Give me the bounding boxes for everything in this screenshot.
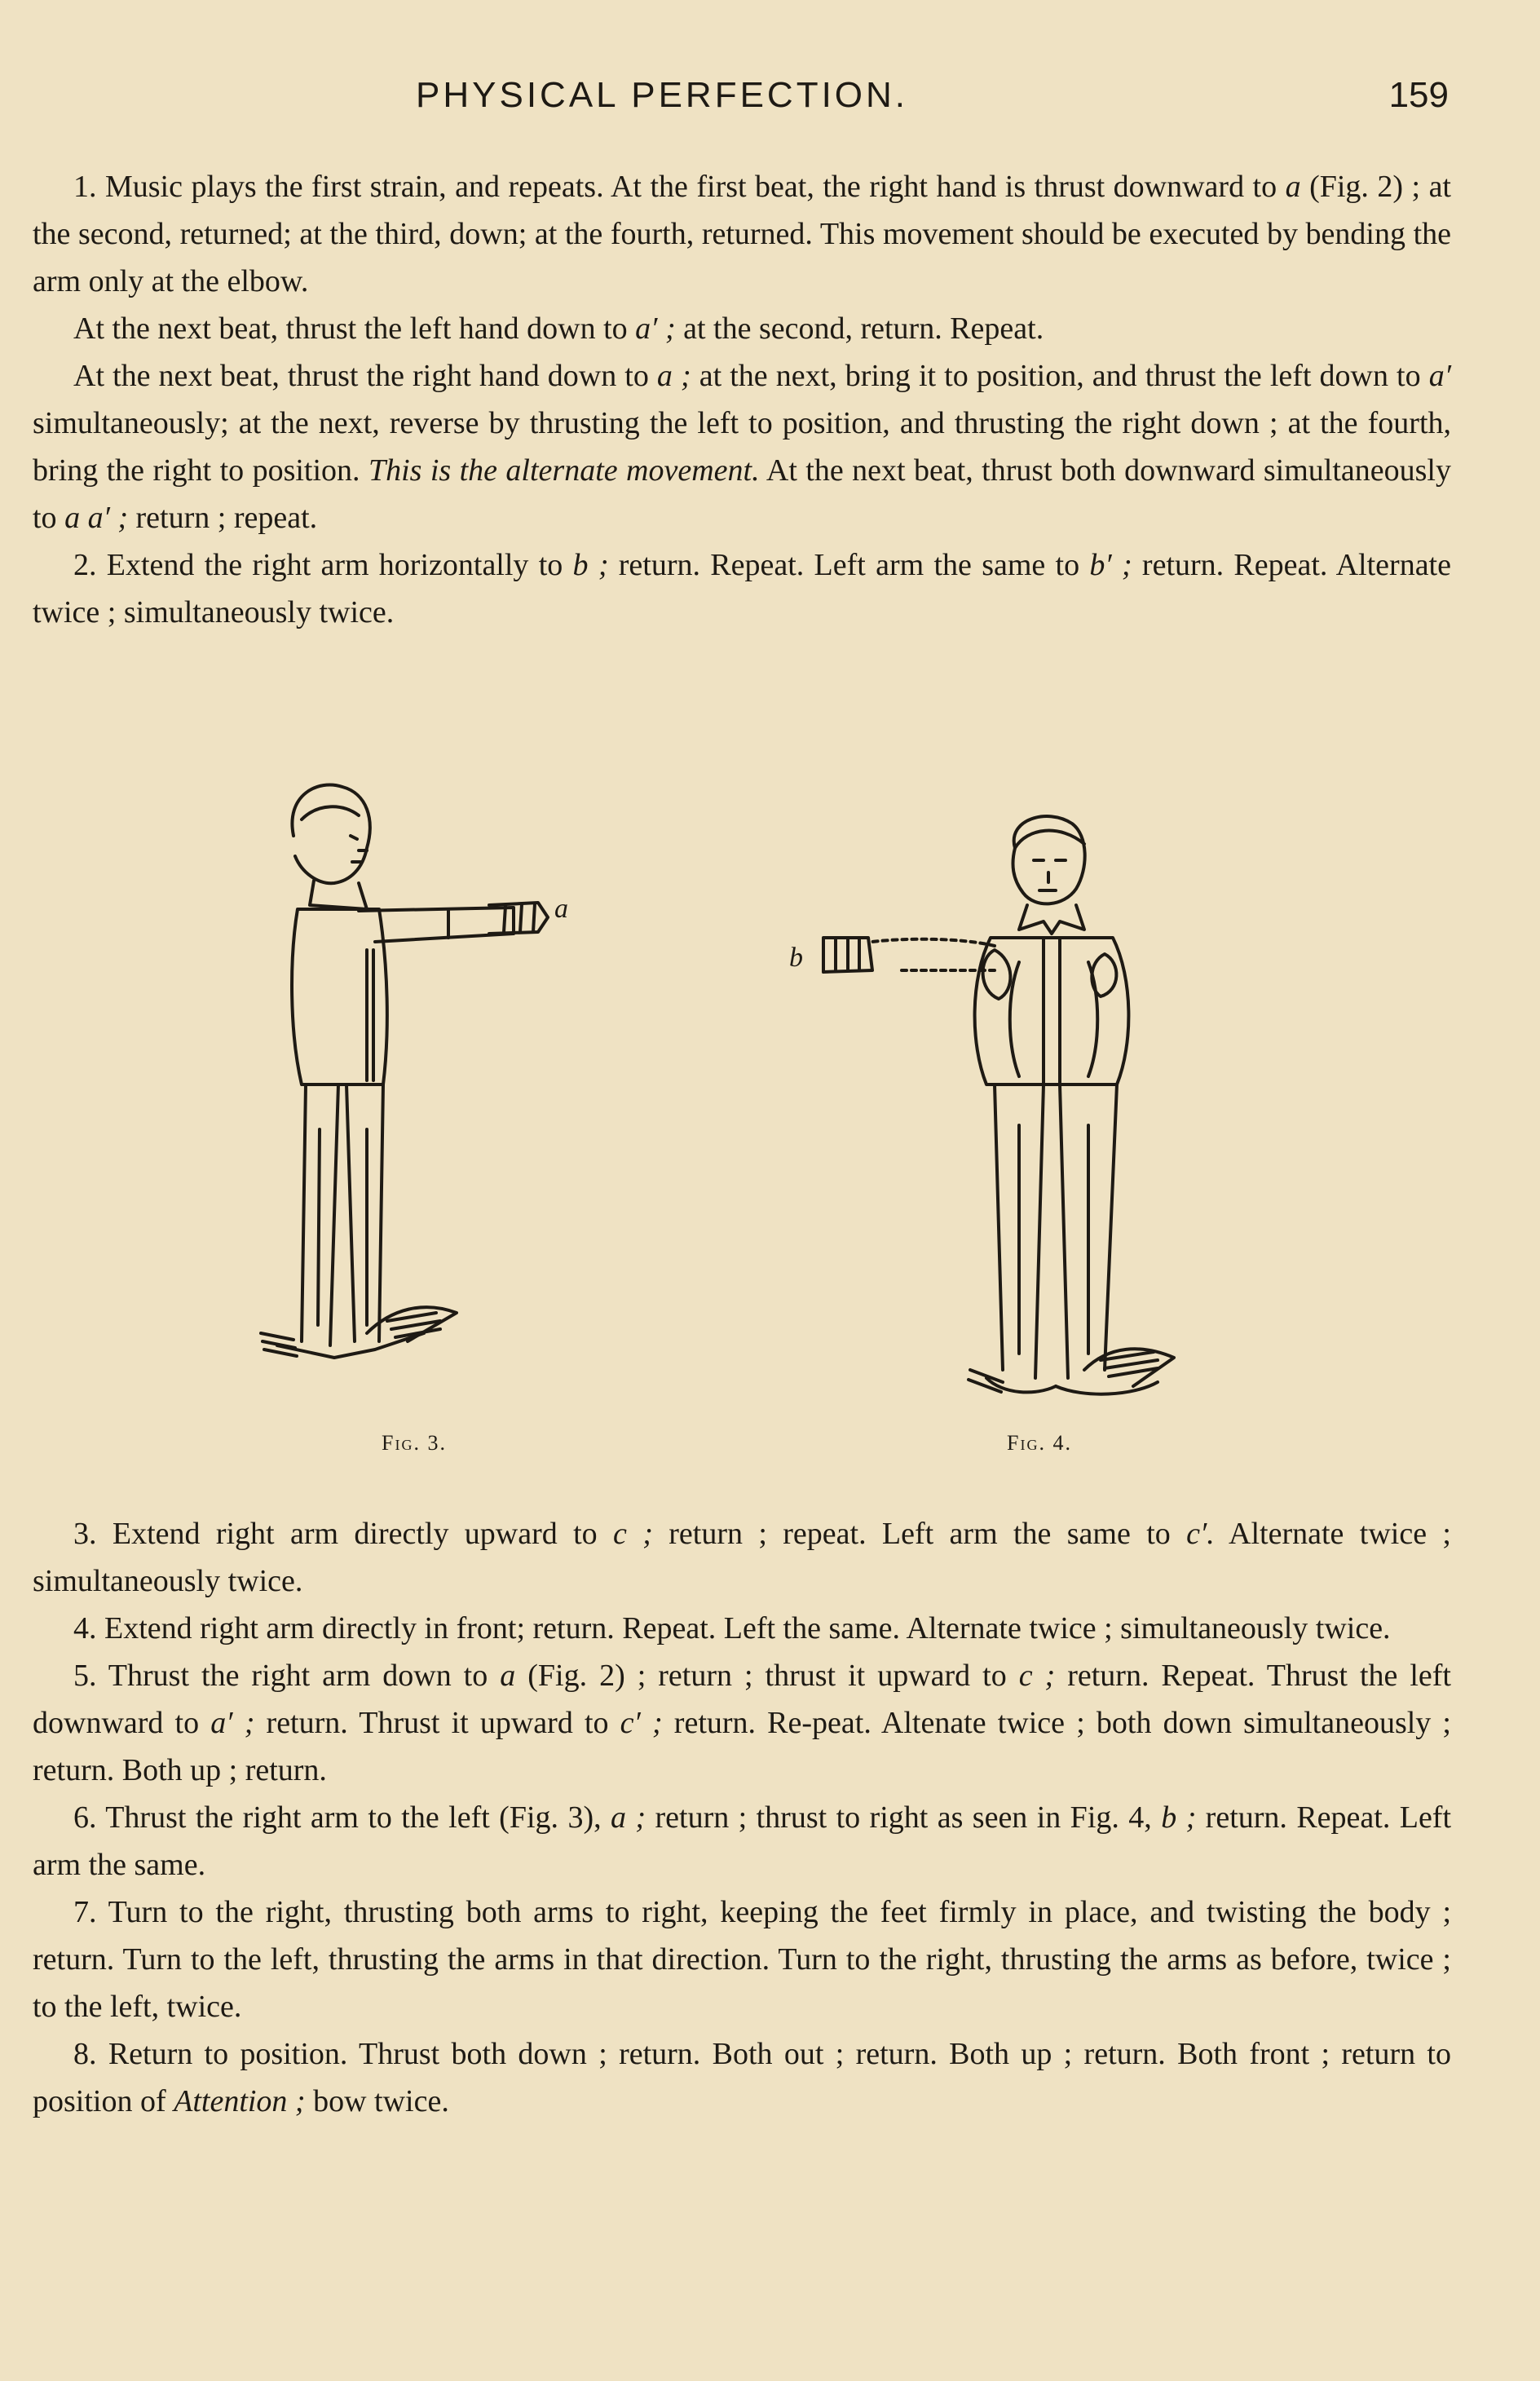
- italic-run: This is the alternate movement.: [368, 453, 760, 488]
- italic-run: b′ ;: [1089, 548, 1132, 582]
- text-run: simultaneously; at the next, reverse by thrusting the left to position, and thrusting the right down ; at the fourth, bring the right to position.: [33, 406, 1451, 488]
- running-title: PHYSICAL PERFECTION.: [416, 75, 909, 115]
- text-run: Alternate twice ; simultaneously twice.: [33, 1517, 1451, 1598]
- paragraph: [33, 1510, 1451, 1605]
- italic-run: c′.: [1186, 1517, 1215, 1551]
- italic-run: a: [1285, 170, 1301, 204]
- page-header: [0, 75, 1540, 124]
- text-run: 6. Thrust the right arm to the left (Fig. 3),: [73, 1800, 611, 1835]
- italic-run: a a′ ;: [64, 501, 129, 535]
- italic-run: a ;: [656, 359, 691, 393]
- text-run: (Fig. 2) ; at the second, returned; at the third, down; at the fourth, returned. This movement should be executed by bending the arm only at the elbow.: [33, 170, 1451, 298]
- text-run: 5. Thrust the right arm down to: [73, 1659, 501, 1693]
- italic-run: b ;: [572, 548, 609, 582]
- text-run: return. Thrust it upward to: [254, 1706, 620, 1740]
- text-run: bow twice.: [305, 2084, 449, 2118]
- text-run: return ; thrust to right as seen in Fig. 4,: [646, 1800, 1162, 1835]
- figure-3-caption: Fig. 3.: [382, 1431, 447, 1455]
- text-run: 4. Extend right arm directly in front; return. Repeat. Left the same. Alternate twice ; simultaneously twice.: [73, 1611, 1391, 1645]
- text-run: return. Re-peat. Altenate twice ; both down simultaneously ; return. Both up ; return.: [33, 1706, 1451, 1787]
- figure-4-caption: Fig. 4.: [1007, 1431, 1072, 1455]
- text-run: return ; repeat.: [128, 501, 318, 535]
- text-run: at the second, return. Repeat.: [675, 311, 1044, 346]
- text-run: return. Repeat. Alternate twice ; simultaneously twice.: [33, 548, 1451, 629]
- italic-run: c ;: [1018, 1659, 1056, 1693]
- italic-run: Attention ;: [174, 2084, 306, 2118]
- text-block-top: [33, 163, 1451, 636]
- figure-3-illustration: [245, 771, 603, 1398]
- italic-run: a ;: [611, 1800, 646, 1835]
- text-run: 3. Extend right arm directly upward to: [73, 1517, 614, 1551]
- figure-4-illustration: [774, 815, 1247, 1411]
- italic-run: a′ ;: [635, 311, 676, 346]
- paragraph: [33, 1652, 1451, 1794]
- text-run: 1. Music plays the first strain, and repeats. At the first beat, the right hand is thrust downward to: [73, 170, 1286, 204]
- paragraph: [33, 541, 1451, 636]
- paragraph: [33, 352, 1451, 541]
- paragraph: [33, 1888, 1451, 2030]
- italic-run: a′: [1428, 359, 1451, 393]
- figure-3-label-a: a: [554, 894, 568, 924]
- paragraph: [33, 1794, 1451, 1888]
- text-run: At the next beat, thrust the left hand down to: [73, 311, 636, 346]
- text-block-bottom: [33, 1510, 1451, 2125]
- text-run: return. Repeat. Left arm the same.: [33, 1800, 1452, 1882]
- text-run: At the next beat, thrust the right hand down to: [73, 359, 657, 393]
- text-run: return. Repeat. Left arm the same to: [608, 548, 1090, 582]
- italic-run: b ;: [1161, 1800, 1197, 1835]
- text-run: return. Repeat. Thrust the left downward to: [33, 1659, 1451, 1740]
- figure-4-label-b: b: [789, 943, 803, 973]
- text-run: (Fig. 2) ; return ; thrust it upward to: [515, 1659, 1019, 1693]
- italic-run: a: [500, 1659, 516, 1693]
- text-run: return ; repeat. Left arm the same to: [652, 1517, 1187, 1551]
- paragraph: [33, 2030, 1451, 2125]
- paragraph: [33, 1605, 1451, 1652]
- text-run: 2. Extend the right arm horizontally to: [73, 548, 573, 582]
- text-run: 7. Turn to the right, thrusting both arms to right, keeping the feet firmly in place, and twisting the body ; return. Turn to the left, thrusting the arms in that direction. Turn to the right, thrusting the arms as before, twice ; to the left, twice.: [33, 1895, 1451, 2024]
- text-run: 8. Return to position. Thrust both down ; return. Both out ; return. Both up ; return. Both front ; return to position of: [33, 2037, 1451, 2118]
- text-run: at the next, bring it to position, and thrust the left down to: [691, 359, 1429, 393]
- italic-run: c ;: [613, 1517, 653, 1551]
- paragraph: [33, 305, 1451, 352]
- paragraph: [33, 163, 1451, 305]
- text-run: At the next beat, thrust both downward simultaneously to: [33, 453, 1451, 535]
- italic-run: a′ ;: [210, 1706, 255, 1740]
- page-number: 159: [1388, 75, 1449, 115]
- italic-run: c′ ;: [620, 1706, 663, 1740]
